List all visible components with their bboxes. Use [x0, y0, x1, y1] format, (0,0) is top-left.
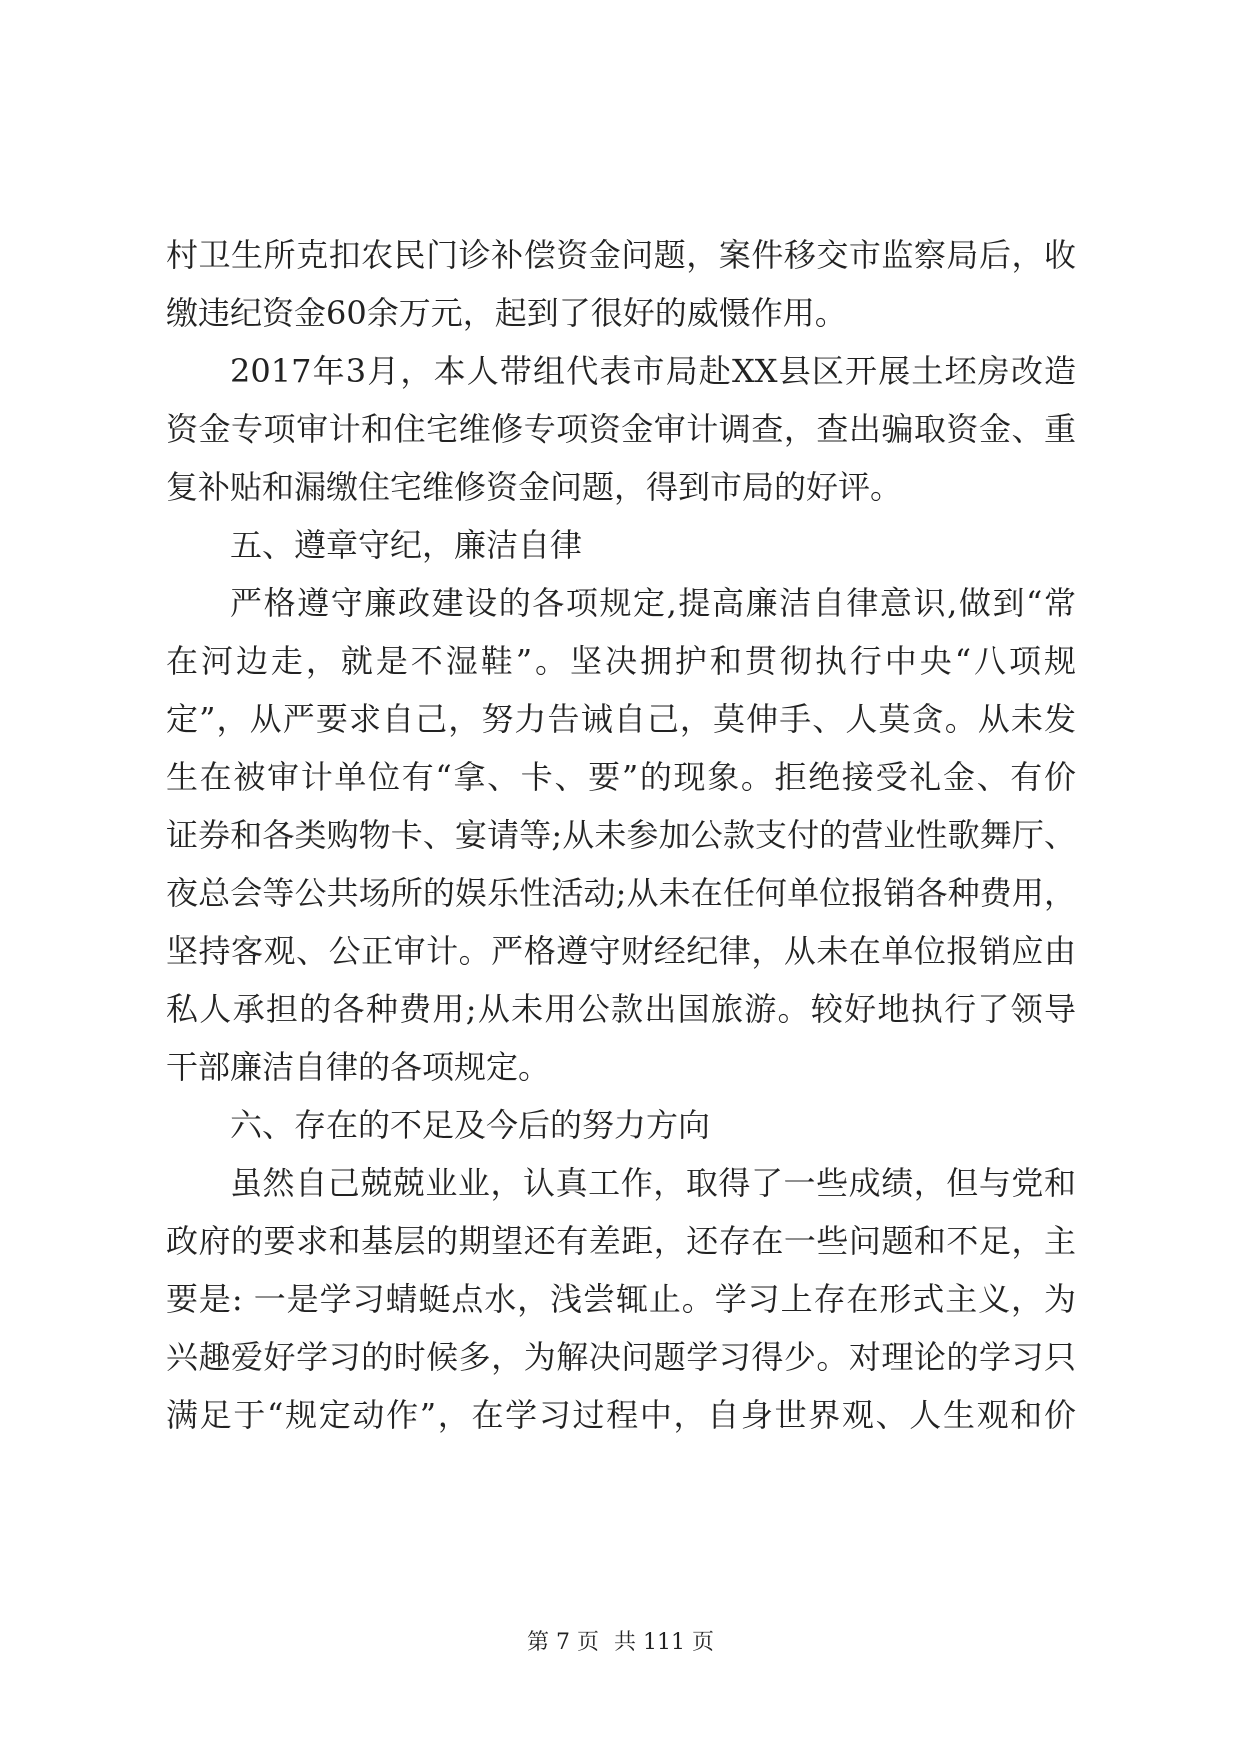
text-line: 要是: 一是学习蜻蜓点水，浅尝辄止。学习上存在形式主义，为: [166, 1280, 1076, 1318]
text-line: 虽然自己兢兢业业，认真工作，取得了一些成绩，但与党和: [230, 1164, 1076, 1202]
text-line: 在河边走，就是不湿鞋”。坚决拥护和贯彻执行中央“八项规: [166, 642, 1076, 680]
text-line: 政府的要求和基层的期望还有差距，还存在一些问题和不足，主: [166, 1222, 1076, 1260]
text-line: 干部廉洁自律的各项规定。: [166, 1048, 551, 1086]
text-line: 村卫生所克扣农民门诊补偿资金问题，案件移交市监察局后，收: [166, 236, 1076, 274]
page-footer: [0, 1628, 1241, 1658]
text-line: 定”，从严要求自己，努力告诫自己，莫伸手、人莫贪。从未发: [166, 700, 1076, 738]
text-line: 2017年3月，本人带组代表市局赴XX县区开展土坯房改造: [230, 352, 1076, 390]
text-line: 满足于“规定动作”，在学习过程中，自身世界观、人生观和价: [166, 1396, 1076, 1434]
text-line: 五、遵章守纪，廉洁自律: [230, 526, 583, 564]
text-line: 复补贴和漏缴住宅维修资金问题，得到市局的好评。: [166, 468, 903, 506]
text-line: 生在被审计单位有“拿、卡、要”的现象。拒绝接受礼金、有价: [166, 758, 1076, 796]
body-text: [166, 226, 1076, 1444]
text-line: 资金专项审计和住宅维修专项资金审计调查，查出骗取资金、重: [166, 410, 1076, 448]
page-total: 共 111 页: [614, 1630, 714, 1655]
text-line: 缴违纪资金60余万元，起到了很好的威慑作用。: [166, 294, 847, 332]
text-line: 夜总会等公共场所的娱乐性活动;从未在任何单位报销各种费用，: [166, 874, 1076, 912]
text-line: 六、存在的不足及今后的努力方向: [230, 1106, 711, 1144]
page-number: 第 7 页: [527, 1630, 599, 1655]
text-line: 证券和各类购物卡、宴请等;从未参加公款支付的营业性歌舞厅、: [166, 816, 1076, 854]
text-line: 兴趣爱好学习的时候多，为解决问题学习得少。对理论的学习只: [166, 1338, 1076, 1376]
text-line: 私人承担的各种费用;从未用公款出国旅游。较好地执行了领导: [166, 990, 1076, 1028]
text-line: 坚持客观、公正审计。严格遵守财经纪律，从未在单位报销应由: [166, 932, 1076, 970]
text-line: 严格遵守廉政建设的各项规定,提高廉洁自律意识,做到“常: [230, 584, 1076, 622]
